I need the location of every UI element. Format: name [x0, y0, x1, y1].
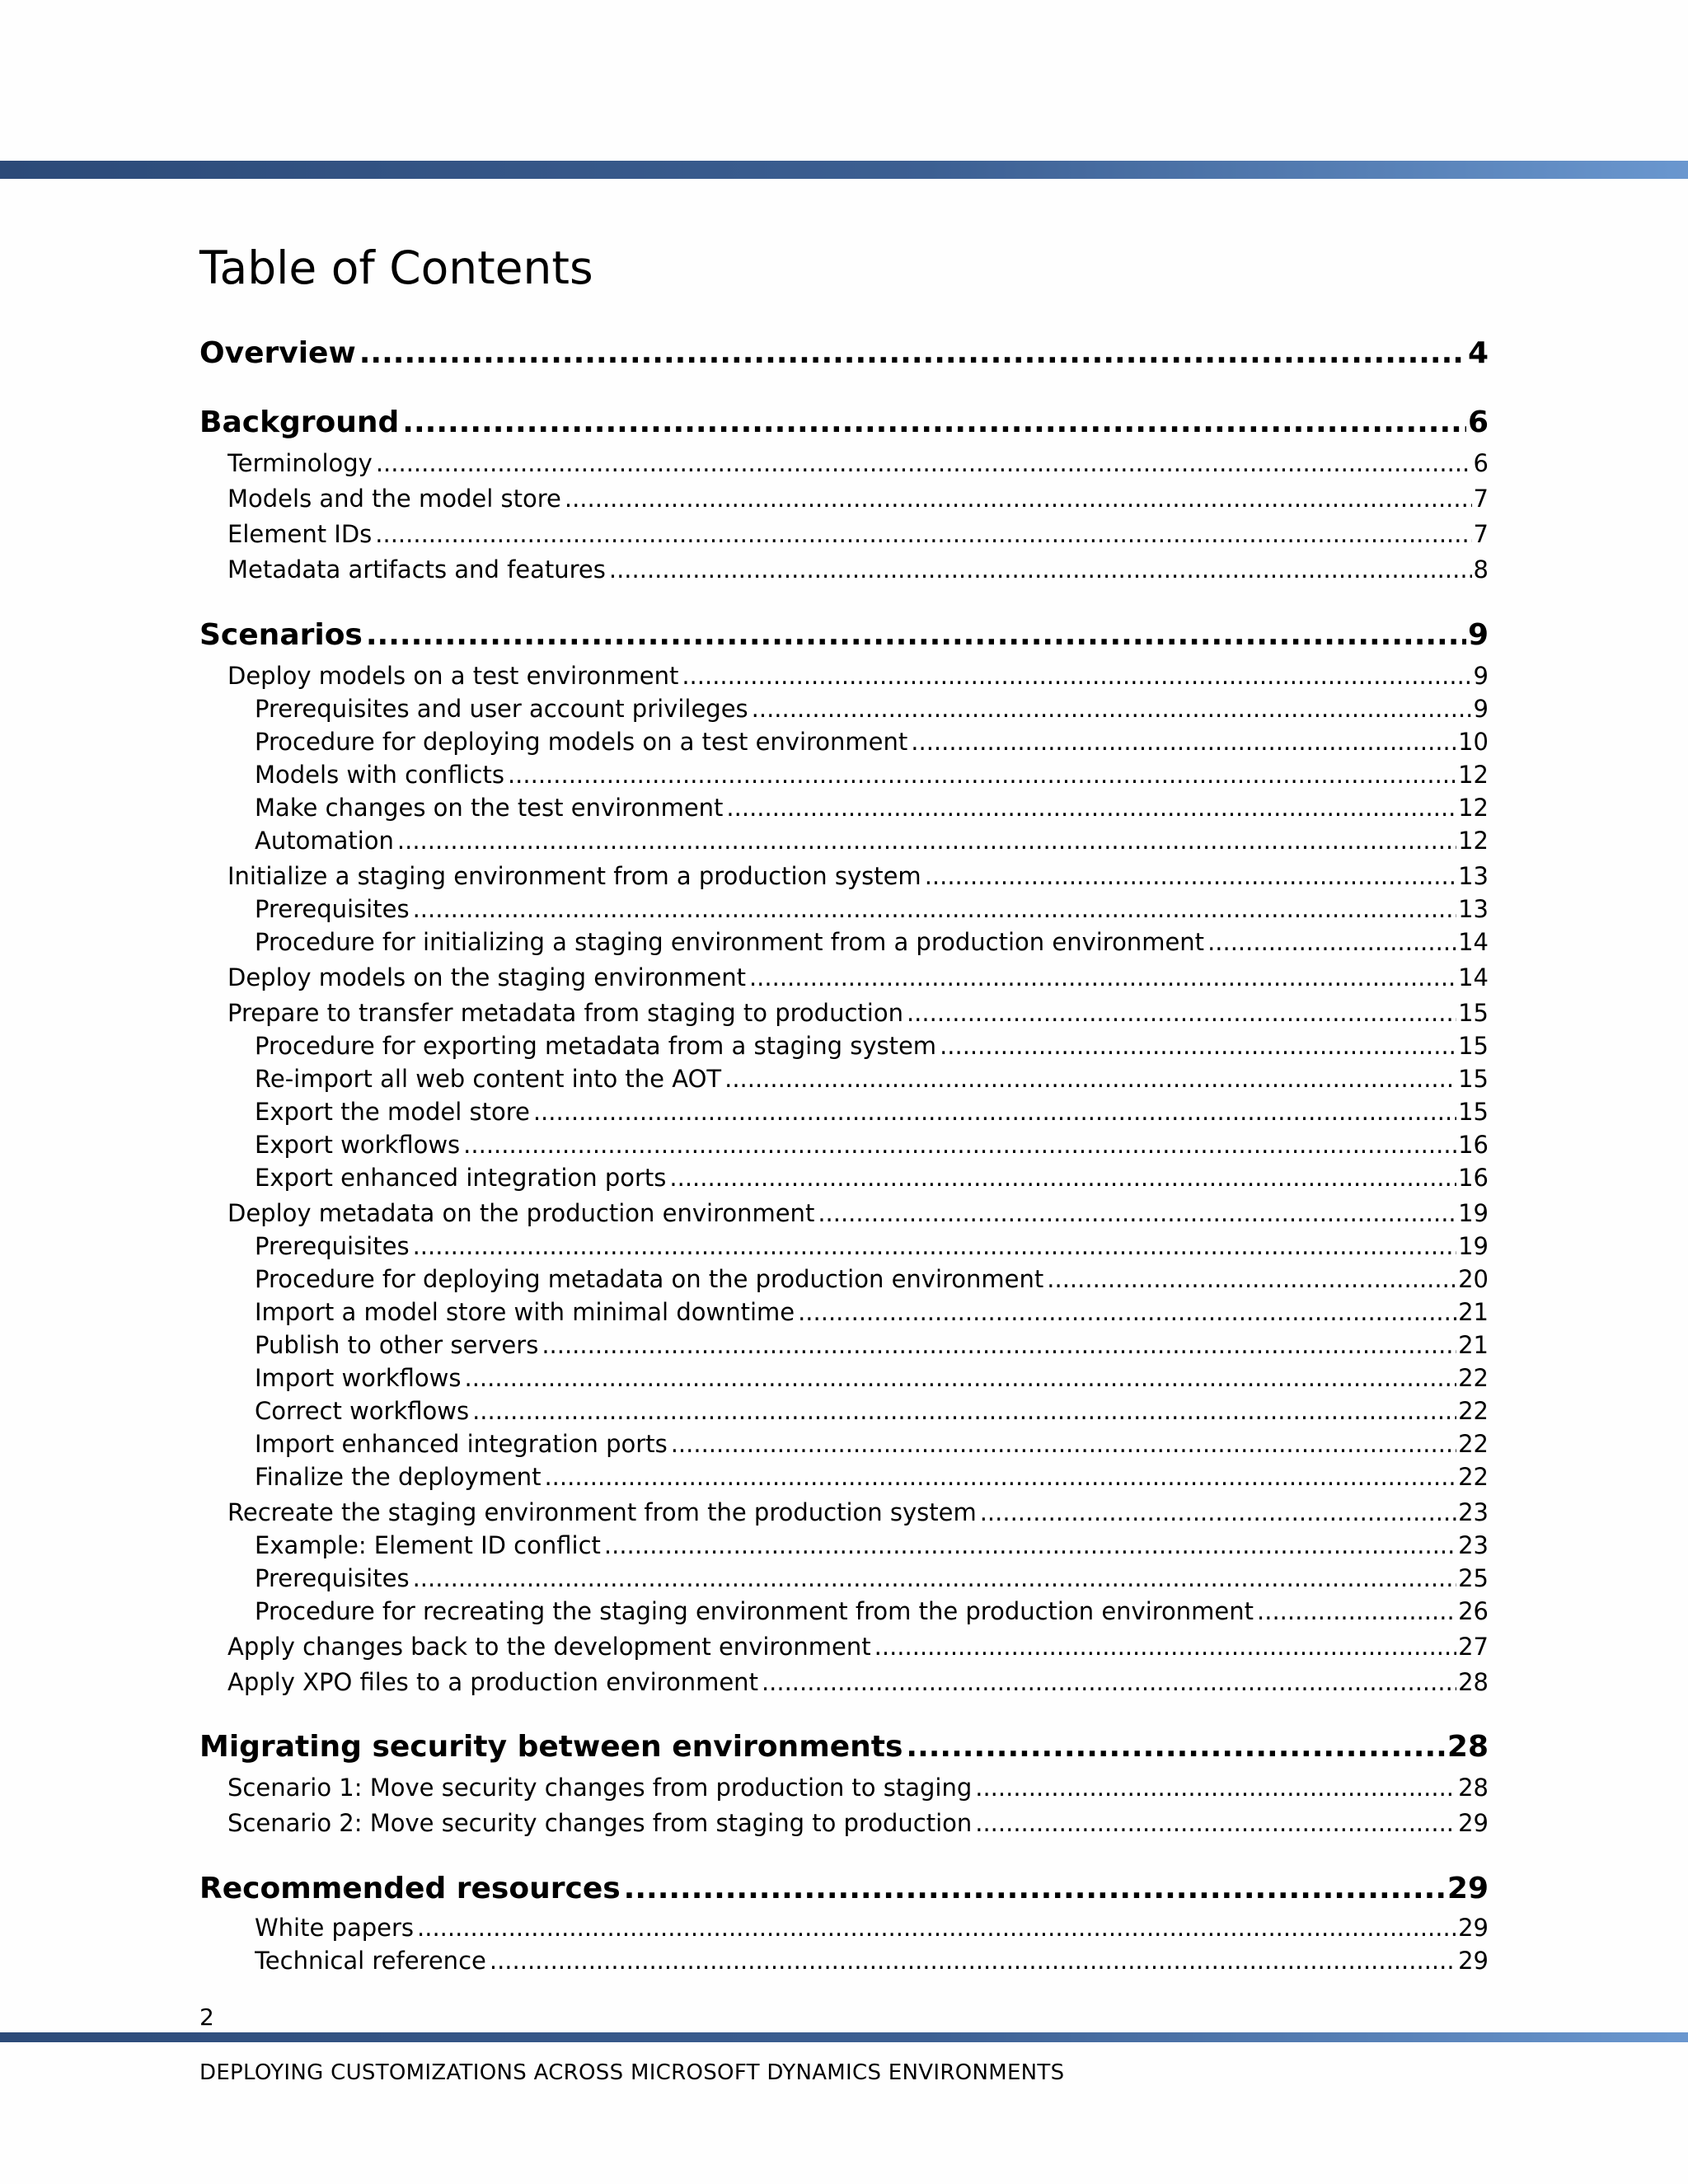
toc-page-number: 20	[1458, 1265, 1489, 1293]
toc-page-number: 22	[1458, 1430, 1489, 1458]
toc-page-number: 9	[1473, 662, 1489, 690]
dot-leader	[542, 1331, 1456, 1359]
footer-text: DEPLOYING CUSTOMIZATIONS ACROSS MICROSOFT DYNAMICS ENVIRONMENTS	[199, 2060, 1065, 2085]
dot-leader	[906, 1730, 1446, 1764]
page-number: 2	[199, 2004, 214, 2031]
toc-page-number: 23	[1458, 1531, 1489, 1559]
dot-leader	[726, 794, 1456, 822]
toc-entry-background[interactable]	[199, 405, 1489, 443]
toc-page-number: 15	[1458, 999, 1489, 1027]
toc-entry-text: Prerequisites	[255, 895, 410, 923]
toc-entry-text: Element IDs	[227, 520, 373, 548]
toc-entry-text: Procedure for exporting metadata from a staging system	[255, 1032, 937, 1060]
toc-entry-text: Technical reference	[255, 1947, 486, 1975]
toc-entry-text: Models with conflicts	[255, 761, 504, 789]
toc-page-number: 22	[1458, 1463, 1489, 1491]
toc-page-number: 7	[1473, 485, 1489, 513]
toc-page-number: 12	[1458, 761, 1489, 789]
toc-entry-publish-servers[interactable]	[255, 1331, 1489, 1362]
toc-entry-text: Metadata artifacts and features	[227, 555, 606, 583]
toc-entry-text: Finalize the deployment	[255, 1463, 542, 1491]
toc-entry-text: Example: Element ID conflict	[255, 1531, 601, 1559]
toc-entry-scenarios[interactable]	[199, 618, 1489, 656]
dot-leader	[490, 1947, 1456, 1975]
toc-entry-scenario-1[interactable]	[227, 1774, 1489, 1805]
toc-page-number: 8	[1473, 555, 1489, 583]
toc-entry-text: Export enhanced integration ports	[255, 1164, 667, 1192]
toc-entry-automation[interactable]	[255, 827, 1489, 858]
toc-entry-text: Terminology	[227, 449, 373, 477]
toc-entry-prepare-transfer[interactable]	[227, 999, 1489, 1030]
dot-leader	[724, 1065, 1456, 1093]
toc-entry-export-model-store[interactable]	[255, 1098, 1489, 1129]
toc-page-number: 21	[1458, 1298, 1489, 1326]
toc-entry-make-changes-test[interactable]	[255, 794, 1489, 825]
toc-entry-apply-xpo[interactable]	[227, 1668, 1489, 1699]
dot-leader	[752, 695, 1472, 723]
toc-entry-procedure-export[interactable]	[255, 1032, 1489, 1063]
dot-leader	[907, 999, 1456, 1027]
toc-page-number: 29	[1458, 1914, 1489, 1942]
dot-leader	[1207, 928, 1456, 956]
toc-entry-text: Publish to other servers	[255, 1331, 539, 1359]
toc-entry-text: Prerequisites	[255, 1232, 410, 1260]
toc-page-number: 6	[1467, 405, 1489, 439]
dot-leader	[413, 895, 1457, 923]
dot-leader	[975, 1809, 1456, 1837]
toc-entry-text: Deploy models on a test environment	[227, 662, 679, 690]
toc-entry-text: Scenario 1: Move security changes from production to staging	[227, 1774, 973, 1802]
toc-entry-text: Import a model store with minimal downtime	[255, 1298, 795, 1326]
toc-entry-text: Make changes on the test environment	[255, 794, 724, 822]
toc-entry-example-conflict[interactable]	[255, 1531, 1489, 1563]
toc-entry-export-workflows[interactable]	[255, 1131, 1489, 1162]
page-title: Table of Contents	[199, 241, 593, 294]
toc-entry-procedure-init-staging[interactable]	[255, 928, 1489, 959]
toc-entry-import-ports[interactable]	[255, 1430, 1489, 1461]
dot-leader	[669, 1164, 1456, 1192]
dot-leader	[762, 1668, 1456, 1696]
toc-entry-prereq-privileges[interactable]	[255, 695, 1489, 726]
toc-page-number: 14	[1458, 928, 1489, 956]
dot-leader	[544, 1463, 1456, 1491]
toc-page-number: 23	[1458, 1498, 1489, 1526]
toc-page-number: 29	[1447, 1872, 1489, 1905]
toc-entry-text: Deploy metadata on the production environment	[227, 1199, 815, 1227]
toc-entry-models-model-store[interactable]	[227, 485, 1489, 516]
toc-page-number: 28	[1458, 1668, 1489, 1696]
toc-entry-finalize[interactable]	[255, 1463, 1489, 1494]
toc-entry-reimport-web[interactable]	[255, 1065, 1489, 1096]
dot-leader	[376, 449, 1472, 477]
toc-entry-technical-reference[interactable]	[255, 1947, 1489, 1978]
toc-entry-recreate-staging[interactable]	[227, 1498, 1489, 1530]
toc-entry-text: Correct workflows	[255, 1397, 470, 1425]
toc-entry-procedure-deploy-production[interactable]	[255, 1265, 1489, 1296]
toc-entry-deploy-test[interactable]	[227, 662, 1489, 693]
toc-entry-text: Procedure for recreating the staging environment from the production environment	[255, 1597, 1254, 1625]
toc-entry-text: Procedure for deploying metadata on the production environment	[255, 1265, 1044, 1293]
dot-leader	[565, 485, 1472, 513]
dot-leader	[508, 761, 1456, 789]
toc-entry-text: Export workflows	[255, 1131, 461, 1159]
dot-leader	[980, 1498, 1456, 1526]
toc-entry-text: Apply changes back to the development environment	[227, 1633, 871, 1661]
toc-page-number: 12	[1458, 794, 1489, 822]
dot-leader	[671, 1430, 1456, 1458]
toc-page-number: 25	[1458, 1564, 1489, 1592]
dot-leader	[940, 1032, 1456, 1060]
toc-entry-text: Scenarios	[199, 618, 363, 652]
toc-page-number: 7	[1473, 520, 1489, 548]
toc-entry-text: Recreate the staging environment from the production system	[227, 1498, 977, 1526]
dot-leader	[1047, 1265, 1456, 1293]
toc-page-number: 28	[1458, 1774, 1489, 1802]
dot-leader	[402, 405, 1466, 439]
toc-entry-text: Export the model store	[255, 1098, 530, 1126]
toc-entry-deploy-production[interactable]	[227, 1199, 1489, 1230]
dot-leader	[413, 1564, 1457, 1592]
toc-entry-import-workflows[interactable]	[255, 1364, 1489, 1395]
toc-entry-models-conflicts[interactable]	[255, 761, 1489, 792]
toc-entry-text: Prerequisites	[255, 1564, 410, 1592]
toc-entry-scenario-2[interactable]	[227, 1809, 1489, 1840]
dot-leader	[749, 963, 1456, 991]
toc-entry-prerequisites[interactable]	[255, 895, 1489, 926]
toc-page-number: 16	[1458, 1131, 1489, 1159]
toc-entry-procedure-deploy-test[interactable]	[255, 728, 1489, 759]
toc-entry-apply-changes-dev[interactable]	[227, 1633, 1489, 1664]
toc-entry-text: Background	[199, 405, 400, 439]
toc-entry-text: Import enhanced integration ports	[255, 1430, 668, 1458]
toc-page-number: 27	[1458, 1633, 1489, 1661]
dot-leader	[798, 1298, 1456, 1326]
toc-page-number: 4	[1467, 336, 1489, 370]
toc-entry-deploy-staging[interactable]	[227, 963, 1489, 995]
toc-entry-overview[interactable]	[199, 336, 1489, 374]
toc-page-number: 9	[1467, 618, 1489, 652]
dot-leader	[463, 1131, 1456, 1159]
toc-entry-text: Prepare to transfer metadata from staging to production	[227, 999, 903, 1027]
toc-entry-init-staging[interactable]	[227, 862, 1489, 893]
toc-entry-terminology[interactable]	[227, 449, 1489, 480]
toc-page-number: 19	[1458, 1232, 1489, 1260]
dot-leader	[359, 336, 1466, 370]
toc-page-number: 10	[1458, 728, 1489, 756]
toc-page-number: 12	[1458, 827, 1489, 855]
toc-page-number: 28	[1447, 1730, 1489, 1764]
toc-page-number: 16	[1458, 1164, 1489, 1192]
dot-leader	[925, 862, 1456, 890]
toc-page-number: 29	[1458, 1947, 1489, 1975]
toc-entry-metadata-artifacts[interactable]	[227, 555, 1489, 587]
toc-page-number: 22	[1458, 1364, 1489, 1392]
toc-entry-text: Procedure for initializing a staging environment from a production environment	[255, 928, 1205, 956]
dot-leader	[417, 1914, 1456, 1942]
dot-leader	[609, 555, 1472, 583]
dot-leader	[533, 1098, 1456, 1126]
toc-page-number: 14	[1458, 963, 1489, 991]
dot-leader	[874, 1633, 1456, 1661]
dot-leader	[682, 662, 1471, 690]
dot-leader	[818, 1199, 1456, 1227]
toc-entry-text: Models and the model store	[227, 485, 561, 513]
dot-leader	[366, 618, 1466, 652]
toc-entry-correct-workflows[interactable]	[255, 1397, 1489, 1428]
toc-entry-export-ports[interactable]	[255, 1164, 1489, 1195]
dot-leader	[464, 1364, 1456, 1392]
toc-entry-prerequisites[interactable]	[255, 1232, 1489, 1263]
toc-page-number: 15	[1458, 1032, 1489, 1060]
dot-leader	[604, 1531, 1456, 1559]
toc-entry-text: Deploy models on the staging environment	[227, 963, 746, 991]
dot-leader	[472, 1397, 1456, 1425]
toc-entry-text: Apply XPO files to a production environment	[227, 1668, 758, 1696]
toc-page-number: 22	[1458, 1397, 1489, 1425]
toc-entry-text: Automation	[255, 827, 394, 855]
toc-entry-migrating-security[interactable]	[199, 1730, 1489, 1768]
toc-entry-element-ids[interactable]	[227, 520, 1489, 551]
toc-page-number: 13	[1458, 895, 1489, 923]
toc-page-number: 26	[1458, 1597, 1489, 1625]
toc-page-number: 19	[1458, 1199, 1489, 1227]
toc-entry-text: Recommended resources	[199, 1872, 621, 1905]
toc-entry-text: Overview	[199, 336, 356, 370]
toc-entry-text: Scenario 2: Move security changes from staging to production	[227, 1809, 973, 1837]
toc-entry-white-papers[interactable]	[255, 1914, 1489, 1945]
dot-leader	[397, 827, 1456, 855]
toc-entry-text: Re-import all web content into the AOT	[255, 1065, 722, 1093]
toc-entry-text: Procedure for deploying models on a test environment	[255, 728, 908, 756]
toc-page-number: 9	[1473, 695, 1489, 723]
toc-entry-import-model-store[interactable]	[255, 1298, 1489, 1329]
toc-entry-text: Migrating security between environments	[199, 1730, 903, 1764]
toc-page-number: 13	[1458, 862, 1489, 890]
toc-entry-procedure-recreate[interactable]	[255, 1597, 1489, 1629]
toc-entry-recommended-resources[interactable]	[199, 1872, 1489, 1910]
toc-entry-text: White papers	[255, 1914, 415, 1942]
toc-entry-text: Prerequisites and user account privileges	[255, 695, 748, 723]
toc-page-number: 6	[1473, 449, 1489, 477]
header-rule	[0, 161, 1688, 179]
toc-entry-text: Initialize a staging environment from a production system	[227, 862, 921, 890]
footer-rule	[0, 2032, 1688, 2042]
toc-page-number: 29	[1458, 1809, 1489, 1837]
toc-page-number: 15	[1458, 1065, 1489, 1093]
dot-leader	[375, 520, 1471, 548]
dot-leader	[1257, 1597, 1456, 1625]
dot-leader	[911, 728, 1456, 756]
toc-page-number: 21	[1458, 1331, 1489, 1359]
toc-page-number: 15	[1458, 1098, 1489, 1126]
dot-leader	[413, 1232, 1457, 1260]
toc-entry-text: Import workflows	[255, 1364, 462, 1392]
dot-leader	[624, 1872, 1446, 1905]
dot-leader	[975, 1774, 1456, 1802]
toc-entry-prerequisites[interactable]	[255, 1564, 1489, 1596]
